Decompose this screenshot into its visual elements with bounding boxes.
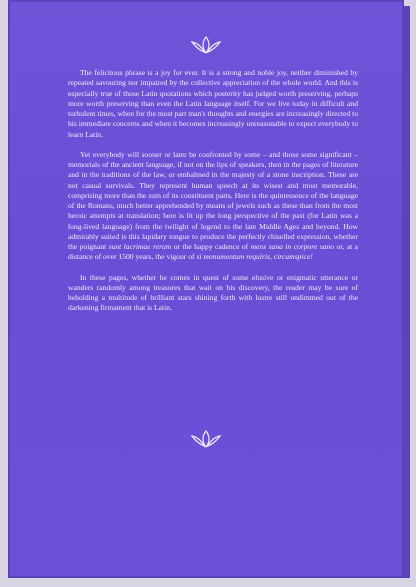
book-cover-panel: [8, 0, 404, 578]
blurb-paragraph-3: In these pages, whether he comes in quest of some elusive or enigmatic utterance or wanders randomly among treasures that wait on his discovery, the reader may be sure of beholding a multitude of brilliant stars shining forth with lustre still undimmed out of the darkening firmament that is Latin.: [68, 272, 358, 313]
blurb-text: [68, 68, 358, 314]
quote-mens-sana: mens sana in corpore sano: [250, 242, 335, 251]
blurb-paragraph-1: The felicitous phrase is a joy for ever. It is a strong and noble joy, neither diminished by repeated savouring nor impaired by the collective appreciation of the whole world. And this is especially true of those Latin quotations which posterity has judged worth preserving, perhaps more worth preserving than even the Latin language itself. For we live today in difficult and turbulent times, when for the most part man's thoughts and energies are increasingly directed to his immediate concerns and when it becomes increasingly unreasonable to expect everybody to learn Latin.: [68, 68, 358, 139]
paragraph-2-text-c: or, at a distance of over 1500 years, the vigour of: [68, 242, 358, 262]
paragraph-2-text-b: or the happy cadence of: [171, 242, 251, 251]
quote-si-monumentum: si monumentum requiris, circumspice!: [196, 252, 313, 262]
lotus-ornament-bottom-icon: [189, 428, 223, 450]
quote-sunt-lacrimae: sunt lacrimae rerum: [108, 242, 172, 251]
lotus-ornament-top-icon: [189, 34, 223, 56]
blurb-paragraph-2: [68, 150, 358, 263]
paragraph-2-text-a: Yet everybody will sooner or later be confronted by some – and those some significant – memorials of the ancient language, if not on the lips of speakers, then in the pages of literature and in the traditions of the law, or embalmed in the majesty of a stone inscription. These are not casual survivals. They represent human speech at its wisest and most memorable, comprising more than the sum of its constituent parts. Here is the quintessence of the language of the Romans, much better apprehended by means of jewels such as these than from the most heroic attempts at translation; here is lit up the long perspective of the past (for Latin was a long-lived language) from the twilight of legend to the late Middle Ages and beyond. How admirably suited is this lapidary tongue to produce the perfectly chiselled expression, whether the poignant: [68, 149, 358, 251]
